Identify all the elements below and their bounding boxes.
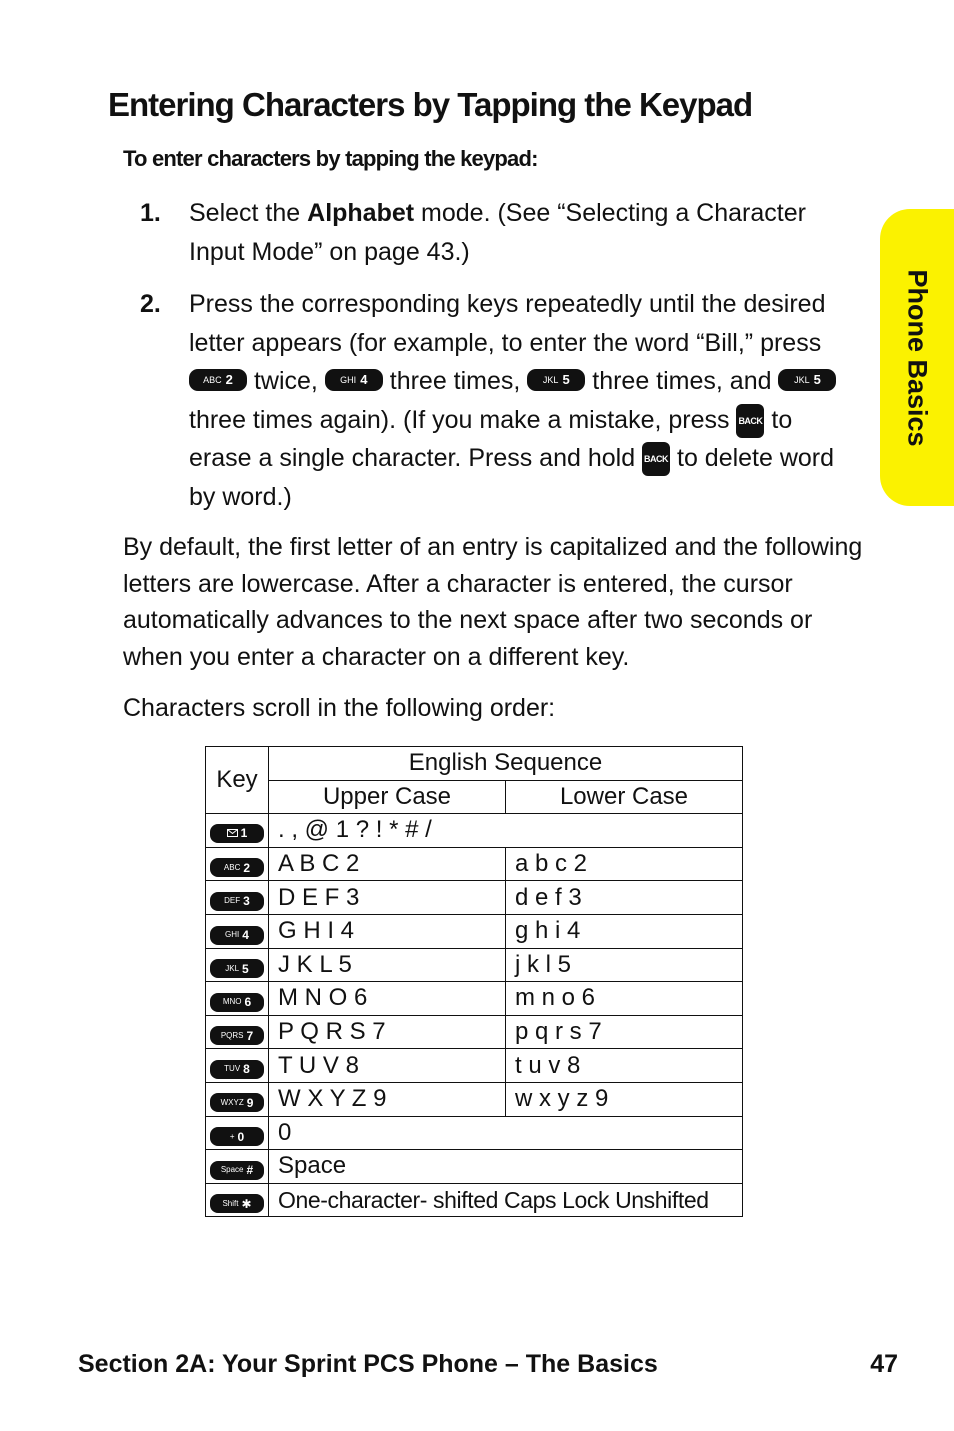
step-1 — [140, 194, 860, 271]
upper-case-cell: A B C 2 — [269, 847, 506, 881]
lower-case-cell: w x y z 9 — [505, 1082, 742, 1116]
key-cell — [206, 1150, 269, 1184]
abc-2-key-icon: ABC 2 — [189, 369, 247, 391]
sequence-cell: 0 — [269, 1116, 743, 1150]
lower-case-cell: a b c 2 — [505, 847, 742, 881]
key-cell — [206, 1183, 269, 1217]
step-1-number: 1. — [140, 199, 161, 227]
table-row — [206, 847, 743, 881]
key-4-icon: GHI 4 — [210, 926, 264, 945]
envelope-key-1-icon: 1 — [210, 824, 264, 843]
lower-case-cell: g h i 4 — [505, 914, 742, 948]
table-row — [206, 948, 743, 982]
key-9-icon: WXYZ 9 — [210, 1093, 264, 1112]
key-cell — [206, 914, 269, 948]
key-5-icon: JKL 5 — [210, 959, 264, 978]
key-0-icon: + 0 — [210, 1127, 264, 1146]
table-row — [206, 982, 743, 1016]
key-cell — [206, 814, 269, 848]
character-sequence-table — [205, 746, 743, 1217]
key-✱-icon: Shift ✱ — [210, 1194, 264, 1213]
upper-case-cell: J K L 5 — [269, 948, 506, 982]
lower-case-cell: d e f 3 — [505, 881, 742, 915]
sequence-cell: One-character- shifted Caps Lock Unshifted — [269, 1183, 743, 1217]
upper-case-cell: D E F 3 — [269, 881, 506, 915]
table-subheader-row — [206, 780, 743, 814]
page-footer — [78, 1350, 898, 1379]
key-cell — [206, 1116, 269, 1150]
lower-case-header: Lower Case — [505, 780, 742, 814]
step-1-text: Select the Alphabet mode. (See “Selecting a Character Input Mode” on page 43.) — [189, 199, 806, 266]
page-title: Entering Characters by Tapping the Keypad — [108, 86, 753, 123]
key-cell — [206, 881, 269, 915]
ghi-4-key-icon: GHI 4 — [325, 369, 383, 391]
upper-case-header: Upper Case — [269, 780, 506, 814]
table-row — [206, 914, 743, 948]
key-6-icon: MNO 6 — [210, 993, 264, 1012]
default-capitalization-paragraph: By default, the first letter of an entry is capitalized and the following letters are lowercase. After a character is entered, the cursor automatically advances to the next space after two seconds or when you enter a character on a different key. — [123, 533, 863, 671]
key-7-icon: PQRS 7 — [210, 1026, 264, 1045]
table-row — [206, 1150, 743, 1184]
section-side-tab — [880, 209, 954, 506]
key-cell — [206, 982, 269, 1016]
key-2-icon: ABC 2 — [210, 858, 264, 877]
scroll-order-intro: Characters scroll in the following order: — [123, 694, 556, 722]
upper-case-cell: T U V 8 — [269, 1049, 506, 1083]
upper-case-cell: G H I 4 — [269, 914, 506, 948]
upper-case-cell: P Q R S 7 — [269, 1015, 506, 1049]
back-key-icon: BACK — [736, 404, 764, 438]
jkl-5-key-icon: JKL 5 — [527, 369, 585, 391]
key-cell — [206, 847, 269, 881]
instructions-subheading: To enter characters by tapping the keypad: — [123, 146, 538, 171]
sequence-cell: . , @ 1 ? ! * # / — [269, 814, 743, 848]
table-header-row — [206, 747, 743, 781]
table-row — [206, 814, 743, 848]
footer-section-title: Section 2A: Your Sprint PCS Phone – The Basics — [78, 1350, 658, 1378]
table-row — [206, 881, 743, 915]
table-row — [206, 1116, 743, 1150]
key-cell — [206, 1015, 269, 1049]
envelope-icon — [227, 827, 238, 839]
key-cell — [206, 1082, 269, 1116]
lower-case-cell: p q r s 7 — [505, 1015, 742, 1049]
table-row — [206, 1015, 743, 1049]
lower-case-cell: m n o 6 — [505, 982, 742, 1016]
table-row — [206, 1049, 743, 1083]
sequence-cell: Space — [269, 1150, 743, 1184]
table-row — [206, 1183, 743, 1217]
key-#-icon: Space # — [210, 1161, 264, 1180]
page-number: 47 — [870, 1350, 898, 1378]
lower-case-cell: j k l 5 — [505, 948, 742, 982]
key-cell — [206, 1049, 269, 1083]
step-2-number: 2. — [140, 290, 161, 318]
key-cell — [206, 948, 269, 982]
english-sequence-header: English Sequence — [269, 747, 743, 781]
lower-case-cell: t u v 8 — [505, 1049, 742, 1083]
key-8-icon: TUV 8 — [210, 1060, 264, 1079]
alphabet-mode-label: Alphabet — [307, 199, 415, 227]
table-row — [206, 1082, 743, 1116]
jkl-5-key-icon: JKL 5 — [778, 369, 836, 391]
side-tab-label: Phone Basics — [902, 268, 933, 447]
key-3-icon: DEF 3 — [210, 892, 264, 911]
key-column-header: Key — [206, 747, 269, 814]
step-2-text: Press the corresponding keys repeatedly until the desired letter appears (for example, to enter the word “Bill,” press ABC 2 twice, GHI 4 three times, JKL 5 three times, and JKL 5 three times again). (If you make a mistake, press BACK to erase a single character. Press and hold BACK to delete word by word.) — [189, 285, 860, 516]
back-key-icon: BACK — [642, 442, 670, 476]
upper-case-cell: W X Y Z 9 — [269, 1082, 506, 1116]
step-2 — [140, 285, 860, 516]
upper-case-cell: M N O 6 — [269, 982, 506, 1016]
